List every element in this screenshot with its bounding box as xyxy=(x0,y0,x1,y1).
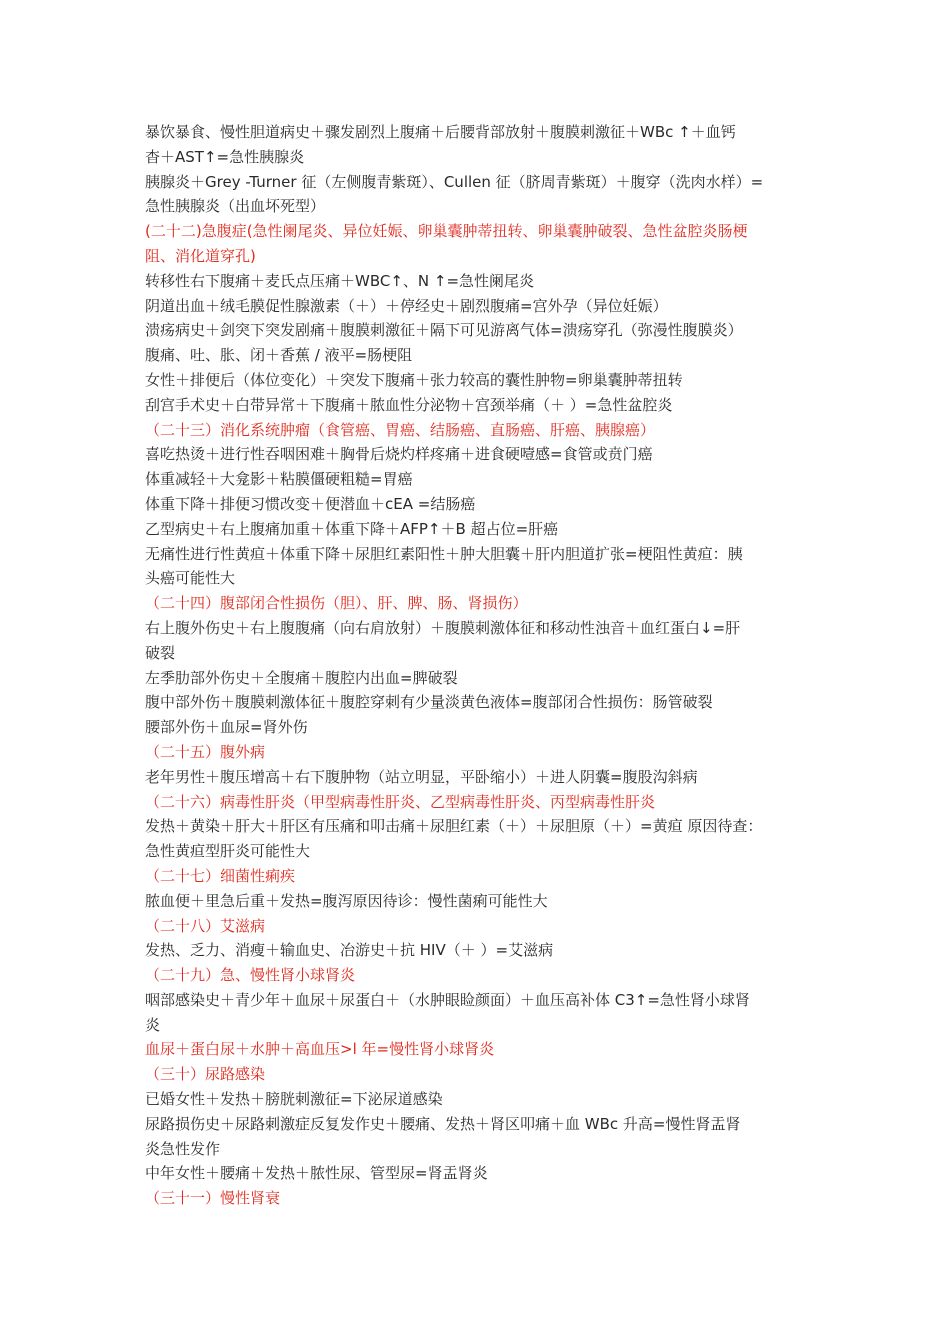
text-line: 腹中部外伤＋腹膜刺激体征＋腹腔穿刺有少量淡黄色液体=腹部闭合性损伤：肠管破裂 xyxy=(145,693,713,712)
section-heading: 血尿＋蛋白尿＋水肿＋高血压>l 年=慢性肾小球肾炎 xyxy=(145,1040,495,1059)
section-heading: (二十二)急腹症(急性阑尾炎、异位妊娠、卵巢囊肿蒂扭转、卵巢囊肿破裂、急性盆腔炎肠梗 xyxy=(145,222,748,241)
section-heading: （二十九）急、慢性肾小球肾炎 xyxy=(145,966,356,985)
text-line: 老年男性＋腹压增高＋右下腹肿物（站立明显，平卧缩小）＋进人阴囊=腹股沟斜病 xyxy=(145,767,698,786)
text-line: 炎急性发作 xyxy=(145,1139,221,1158)
text-line: 体重减轻＋大龛影＋粘膜僵硬粗糙=胃癌 xyxy=(145,470,413,489)
text-line: 已婚女性＋发热＋膀胱刺激征=下泌尿道感染 xyxy=(145,1090,443,1109)
text-line: 脓血便＋里急后重＋发热=腹泻原因待诊：慢性菌痢可能性大 xyxy=(145,891,548,910)
text-line: 咽部感染史＋青少年＋血尿＋尿蛋白＋（水肿眼睑颜面）＋血压高补体 C3↑=急性肾小球肾 xyxy=(145,990,750,1009)
document-page xyxy=(145,120,815,1211)
text-line: 发热、乏力、消瘦＋输血史、冶游史＋抗 HIV（＋ ）=艾滋病 xyxy=(145,941,554,960)
text-line: 腰部外伤＋血尿=肾外伤 xyxy=(145,718,308,737)
text-line: 炎 xyxy=(145,1015,161,1034)
text-line: 右上腹外伤史＋右上腹腹痛（向右肩放射）＋腹膜刺激体征和移动性浊音＋血红蛋白↓=肝 xyxy=(145,618,741,637)
section-heading: （三十一）慢性肾衰 xyxy=(145,1189,281,1208)
section-heading: （三十）尿路感染 xyxy=(145,1065,266,1084)
text-line: 无痛性进行性黄疸＋体重下降＋尿胆红素阳性＋肿大胆囊＋肝内胆道扩张=梗阻性黄疸：胰 xyxy=(145,544,743,563)
text-line: 阴道出血＋绒毛膜促性腺激素（＋）＋停经史＋剧烈腹痛=宫外孕（异位妊娠） xyxy=(145,296,668,315)
text-line: 胰腺炎＋Grey -Turner 征（左侧腹青紫斑）、Cullen 征（脐周青紫斑）＋腹穿（洗肉水样）= xyxy=(145,172,764,191)
section-heading: （二十七）细菌性痢疾 xyxy=(145,866,296,885)
text-line: 急性黄疸型肝炎可能性大 xyxy=(145,842,311,861)
text-line: 体重下降＋排便习惯改变＋便潜血＋cEA =结肠癌 xyxy=(145,494,476,513)
text-line: 暴饮暴食、慢性胆道病史＋骤发剧烈上腹痛＋后腰背部放射＋腹膜刺激征＋WBc ↑＋血钙 xyxy=(145,123,736,141)
text-line: 尿路损伤史＋尿路刺激症反复发作史＋腰痛、发热＋肾区叩痛＋血 WBc 升高=慢性肾盂肾 xyxy=(145,1114,741,1133)
text-line: 破裂 xyxy=(145,643,176,662)
section-heading: 阻、消化道穿孔) xyxy=(145,246,256,265)
text-line: 溃疡病史＋剑突下突发剧痛＋腹膜刺激征＋隔下可见游离气体=溃疡穿孔（弥漫性腹膜炎） xyxy=(145,321,743,340)
section-heading: （二十五）腹外病 xyxy=(145,742,266,761)
text-line: 腹痛、吐、胀、闭＋香蕉 / 液平=肠梗阻 xyxy=(145,346,413,365)
text-line: 中年女性＋腰痛＋发热＋脓性尿、管型尿=肾盂肾炎 xyxy=(145,1164,488,1183)
section-heading: （二十八）艾滋病 xyxy=(145,916,266,935)
text-line: 乙型病史＋右上腹痛加重＋体重下降＋AFP↑＋B 超占位=肝癌 xyxy=(145,519,559,538)
text-line: 喜吃热烫＋进行性吞咽困难＋胸骨后烧灼样疼痛＋进食硬噎感=食管或贲门癌 xyxy=(145,445,653,464)
section-heading: （二十三）消化系统肿瘤（食管癌、胃癌、结肠癌、直肠癌、肝癌、胰腺癌） xyxy=(145,420,656,439)
text-line: 头癌可能性大 xyxy=(145,569,236,588)
text-line: 急性胰腺炎（出血坏死型） xyxy=(145,197,326,216)
text-line: 杳＋AST↑=急性胰腺炎 xyxy=(145,147,305,166)
text-line: 发热＋黄染＋肝大＋肝区有压痛和叩击痛＋尿胆红素（＋）＋尿胆原（＋）=黄疸 原因待查： xyxy=(145,817,763,836)
text-line: 左季肋部外伤史＋全腹痛＋腹腔内出血=脾破裂 xyxy=(145,668,458,687)
text-line: 转移性右下腹痛＋麦氏点压痛＋WBC↑、N ↑=急性阑尾炎 xyxy=(145,271,535,290)
text-line: 女性＋排便后（体位变化）＋突发下腹痛＋张力较高的囊性肿物=卵巢囊肿蒂扭转 xyxy=(145,370,683,389)
text-line: 刮宫手术史＋白带异常＋下腹痛＋脓血性分泌物＋宫颈举痛（＋ ）=急性盆腔炎 xyxy=(145,395,673,414)
section-heading: （二十六）病毒性肝炎（甲型病毒性肝炎、乙型病毒性肝炎、丙型病毒性肝炎 xyxy=(145,792,656,811)
section-heading: （二十四）腹部闭合性损伤（胆）、肝、脾、肠、肾损伤） xyxy=(145,594,528,613)
